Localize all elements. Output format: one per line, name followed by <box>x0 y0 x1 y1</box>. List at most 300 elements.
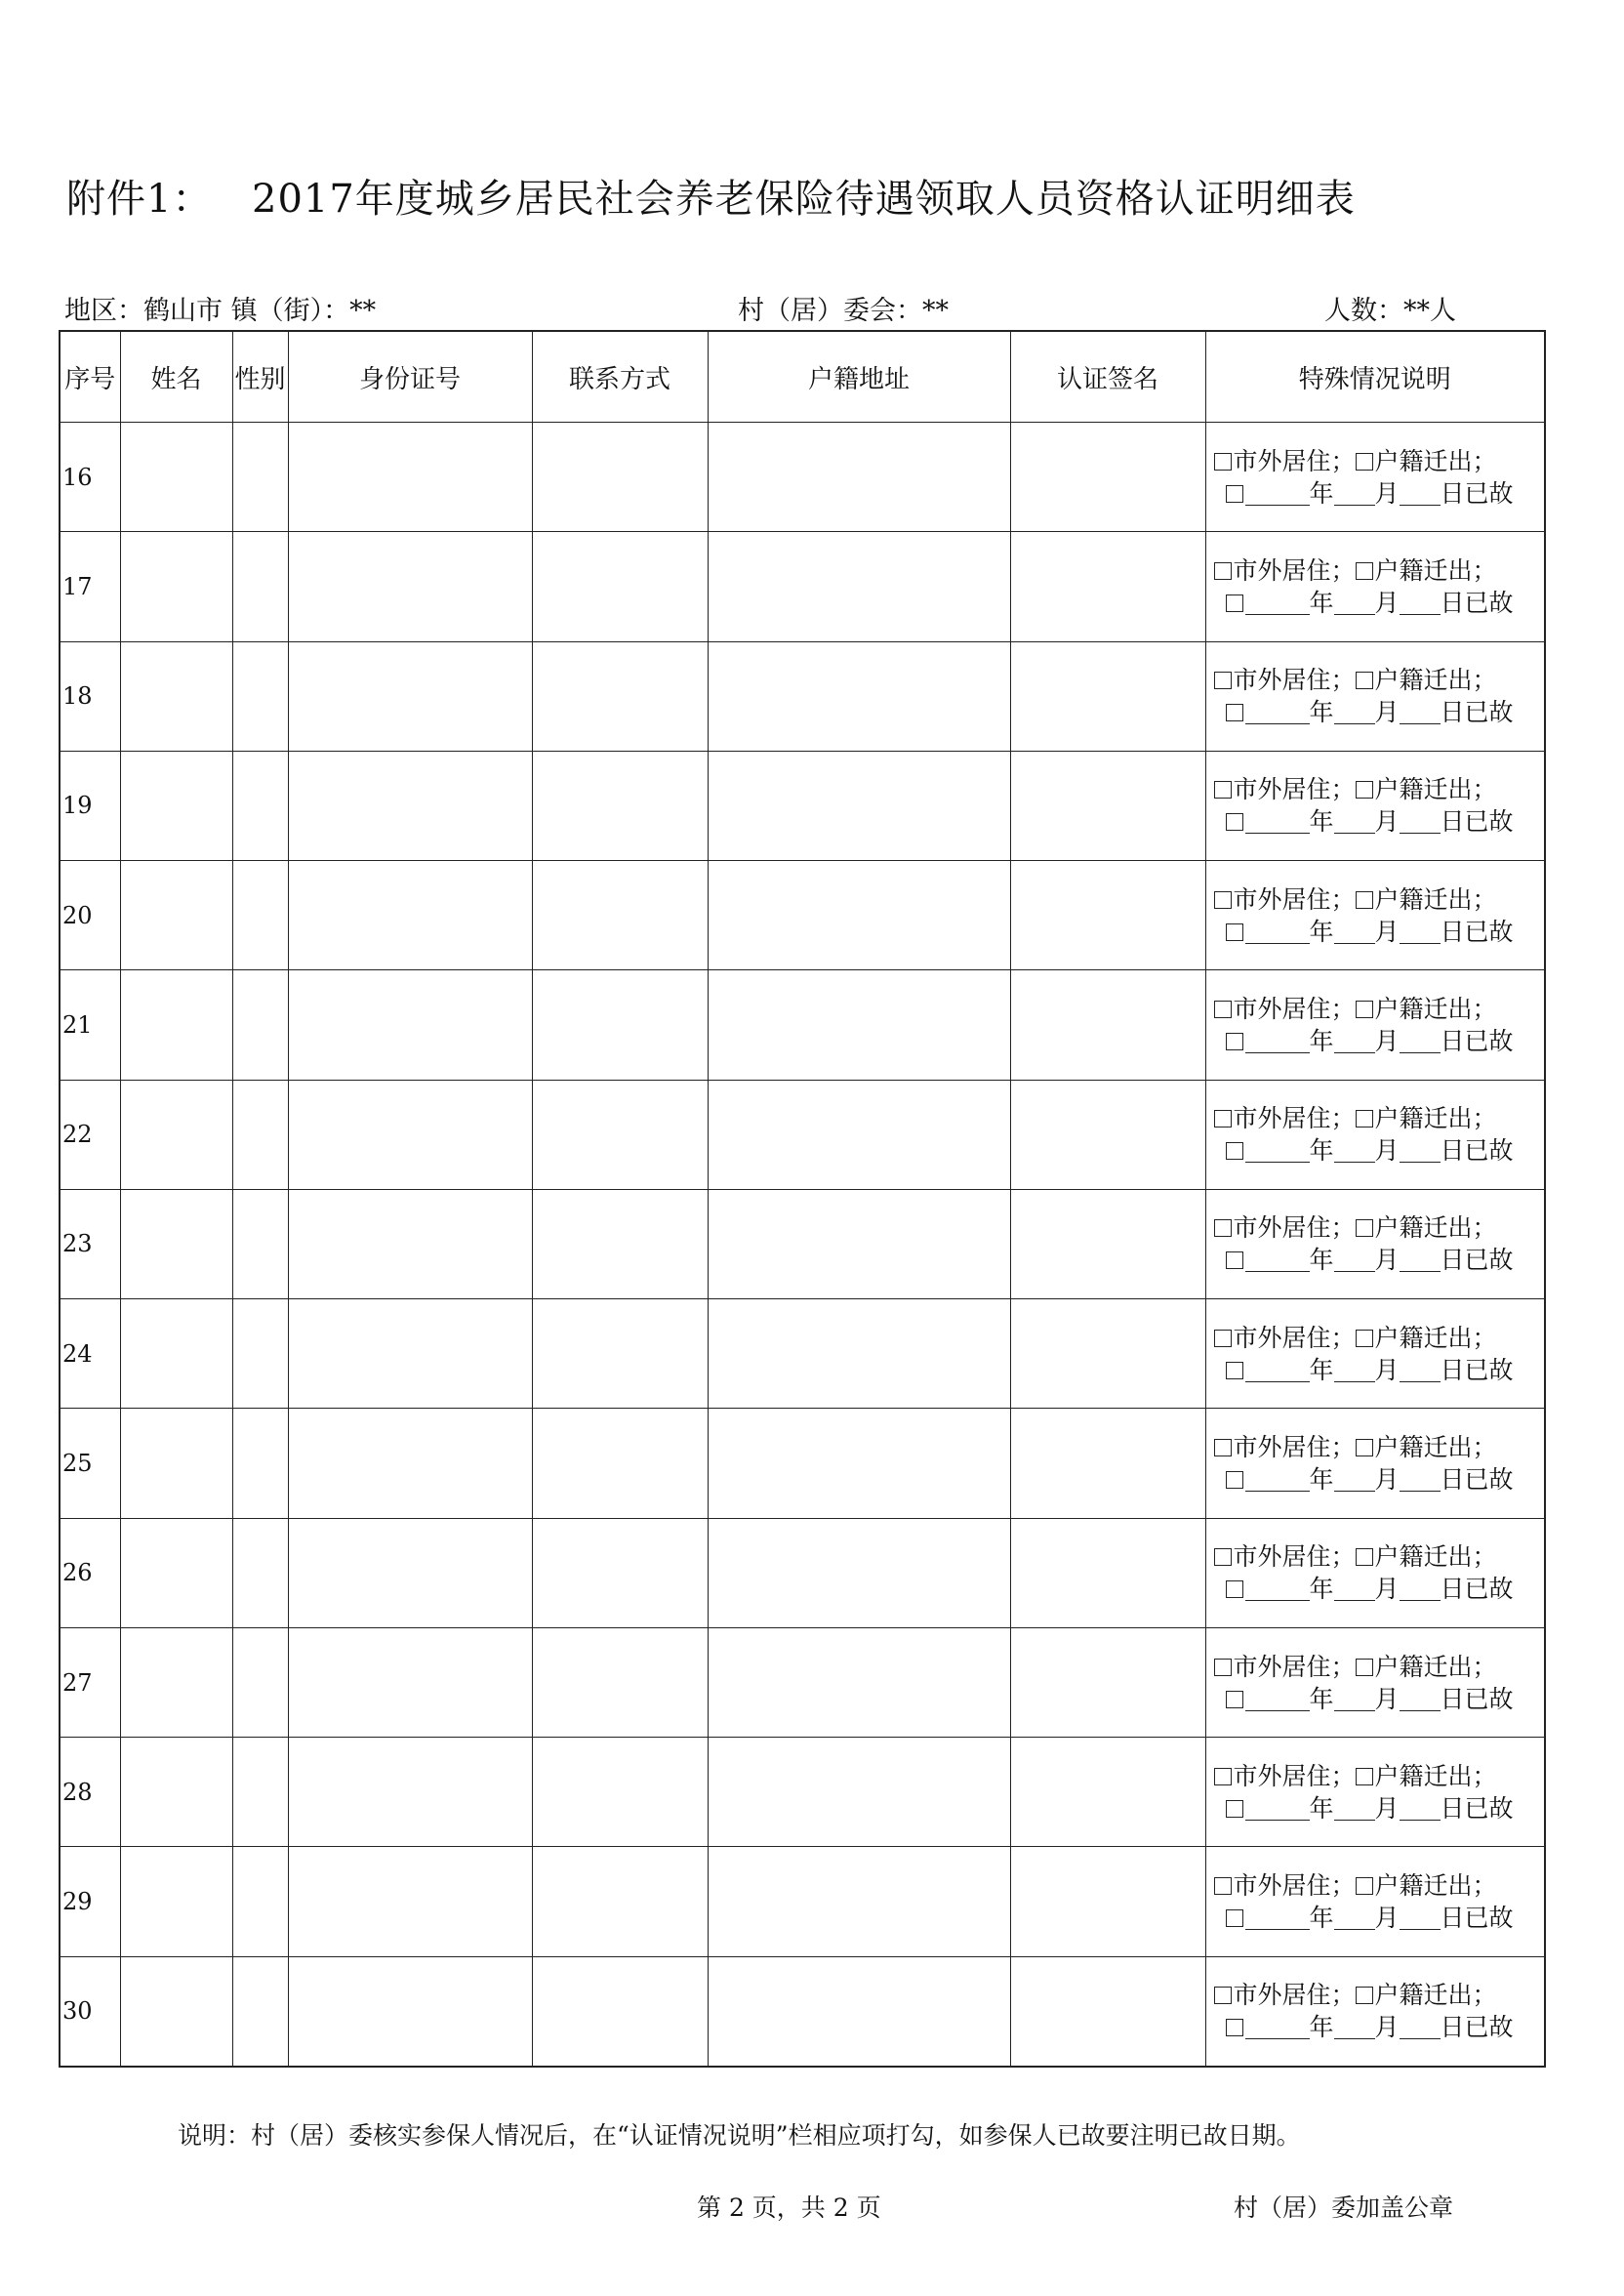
id-number-cell[interactable] <box>288 970 532 1080</box>
special-line-2 <box>1214 696 1545 728</box>
row-seq: 17 <box>60 532 120 641</box>
page-number: 第 2 页，共 2 页 <box>697 2194 881 2222</box>
checkbox-moved-out[interactable] <box>1356 1659 1373 1676</box>
special-line-2 <box>1214 1792 1545 1824</box>
checkbox-deceased[interactable] <box>1226 485 1243 503</box>
signature-cell[interactable] <box>1010 532 1205 641</box>
row-seq: 22 <box>60 1080 120 1189</box>
checkbox-deceased[interactable] <box>1226 1142 1243 1160</box>
name-cell[interactable] <box>120 1627 232 1737</box>
checkbox-moved-out[interactable] <box>1356 1877 1373 1895</box>
checkbox-moved-out[interactable] <box>1356 1439 1373 1456</box>
special-line-1 <box>1214 1869 1545 1902</box>
address-cell[interactable] <box>708 1956 1010 2067</box>
checkbox-outside-city[interactable] <box>1214 1330 1232 1347</box>
checkbox-moved-out[interactable] <box>1356 1330 1373 1347</box>
address-cell[interactable] <box>708 1847 1010 1956</box>
month-label: 月 <box>1374 1465 1400 1495</box>
day-blank[interactable] <box>1400 1907 1441 1930</box>
address-cell[interactable] <box>708 1299 1010 1409</box>
checkbox-outside-city[interactable] <box>1214 1877 1232 1895</box>
moved-out-label: 户籍迁出； <box>1374 1542 1497 1572</box>
year-blank[interactable] <box>1245 1250 1310 1272</box>
id-number-cell[interactable] <box>288 1956 532 2067</box>
name-cell[interactable] <box>120 1189 232 1298</box>
name-cell[interactable] <box>120 1518 232 1627</box>
table-row <box>60 1409 1545 1518</box>
name-cell[interactable] <box>120 861 232 970</box>
year-label: 年 <box>1309 807 1334 837</box>
checkbox-outside-city[interactable] <box>1214 1659 1232 1676</box>
day-blank[interactable] <box>1400 922 1441 944</box>
signature-cell[interactable] <box>1010 1518 1205 1627</box>
checkbox-moved-out[interactable] <box>1356 1110 1373 1128</box>
special-line-2 <box>1214 587 1545 619</box>
outside-city-label: 市外居住； <box>1233 1433 1356 1462</box>
month-label: 月 <box>1374 807 1400 837</box>
address-cell[interactable] <box>708 970 1010 1080</box>
contact-cell[interactable] <box>532 1189 708 1298</box>
name-cell[interactable] <box>120 1956 232 2067</box>
row-seq: 21 <box>60 970 120 1080</box>
row-seq: 18 <box>60 641 120 751</box>
checkbox-deceased[interactable] <box>1226 1033 1243 1050</box>
checkbox-moved-out[interactable] <box>1356 1548 1373 1566</box>
day-blank[interactable] <box>1400 1798 1441 1821</box>
moved-out-label: 户籍迁出； <box>1374 1981 1497 2010</box>
deceased-label: 日已故 <box>1440 1904 1514 1933</box>
header-contact: 联系方式 <box>532 331 708 423</box>
deceased-label: 日已故 <box>1440 698 1514 727</box>
contact-cell[interactable] <box>532 1847 708 1956</box>
address-cell[interactable] <box>708 751 1010 860</box>
year-label: 年 <box>1309 698 1334 727</box>
special-line-1 <box>1214 993 1545 1025</box>
id-number-cell[interactable] <box>288 1080 532 1189</box>
header-signature: 认证签名 <box>1010 331 1205 423</box>
id-number-cell[interactable] <box>288 423 532 532</box>
checkbox-deceased[interactable] <box>1226 2019 1243 2036</box>
signature-cell[interactable] <box>1010 1627 1205 1737</box>
contact-cell[interactable] <box>532 1518 708 1627</box>
year-blank[interactable] <box>1245 1469 1310 1492</box>
gender-cell[interactable] <box>232 1738 288 1847</box>
table-row <box>60 423 1545 532</box>
checkbox-deceased[interactable] <box>1226 1471 1243 1489</box>
year-label: 年 <box>1309 1136 1334 1166</box>
gender-cell[interactable] <box>232 532 288 641</box>
gender-cell[interactable] <box>232 970 288 1080</box>
gender-cell[interactable] <box>232 1080 288 1189</box>
row-seq: 26 <box>60 1518 120 1627</box>
table-row <box>60 1518 1545 1627</box>
outside-city-label: 市外居住； <box>1233 775 1356 804</box>
checkbox-outside-city[interactable] <box>1214 891 1232 909</box>
contact-cell[interactable] <box>532 532 708 641</box>
area-field: 地区：鹤山市 镇（街）：** <box>64 296 377 326</box>
checkbox-deceased[interactable] <box>1226 594 1243 612</box>
address-cell[interactable] <box>708 1409 1010 1518</box>
special-line-1 <box>1214 883 1545 916</box>
month-blank[interactable] <box>1334 1360 1375 1382</box>
day-blank[interactable] <box>1400 1578 1441 1601</box>
signature-cell[interactable] <box>1010 1189 1205 1298</box>
special-cell <box>1205 641 1545 751</box>
gender-cell[interactable] <box>232 1409 288 1518</box>
header-special: 特殊情况说明 <box>1205 331 1545 423</box>
day-blank[interactable] <box>1400 811 1441 834</box>
checkbox-outside-city[interactable] <box>1214 672 1232 689</box>
special-line-1 <box>1214 554 1545 587</box>
deceased-label: 日已故 <box>1440 1793 1514 1823</box>
name-cell[interactable] <box>120 1299 232 1409</box>
id-number-cell[interactable] <box>288 532 532 641</box>
day-blank[interactable] <box>1400 1031 1441 1053</box>
outside-city-label: 市外居住； <box>1233 1981 1356 2010</box>
checkbox-deceased[interactable] <box>1226 1691 1243 1708</box>
id-number-cell[interactable] <box>288 861 532 970</box>
id-number-cell[interactable] <box>288 1409 532 1518</box>
outside-city-label: 市外居住； <box>1233 994 1356 1023</box>
month-blank[interactable] <box>1334 1578 1375 1601</box>
month-blank[interactable] <box>1334 922 1375 944</box>
id-number-cell[interactable] <box>288 751 532 860</box>
checkbox-moved-out[interactable] <box>1356 781 1373 799</box>
month-blank[interactable] <box>1334 1798 1375 1821</box>
month-label: 月 <box>1374 698 1400 727</box>
checkbox-deceased[interactable] <box>1226 704 1243 721</box>
checkbox-deceased[interactable] <box>1226 1580 1243 1598</box>
month-blank[interactable] <box>1334 2017 1375 2039</box>
name-cell[interactable] <box>120 532 232 641</box>
signature-cell[interactable] <box>1010 423 1205 532</box>
deceased-label: 日已故 <box>1440 1575 1514 1604</box>
month-blank[interactable] <box>1334 1031 1375 1053</box>
year-label: 年 <box>1309 588 1334 617</box>
year-blank[interactable] <box>1245 1578 1310 1601</box>
day-blank[interactable] <box>1400 593 1441 615</box>
year-blank[interactable] <box>1245 2017 1310 2039</box>
deceased-label: 日已故 <box>1440 1684 1514 1713</box>
row-seq: 27 <box>60 1627 120 1737</box>
checkbox-deceased[interactable] <box>1226 1362 1243 1379</box>
checkbox-outside-city[interactable] <box>1214 1219 1232 1237</box>
signature-cell[interactable] <box>1010 1738 1205 1847</box>
year-blank[interactable] <box>1245 1140 1310 1163</box>
attachment-label: 附件1： <box>66 177 213 222</box>
deceased-label: 日已故 <box>1440 917 1514 946</box>
year-blank[interactable] <box>1245 1798 1310 1821</box>
outside-city-label: 市外居住； <box>1233 1104 1356 1133</box>
moved-out-label: 户籍迁出； <box>1374 1871 1497 1901</box>
table-header-row <box>60 331 1545 423</box>
people-count: 人数：**人 <box>1324 296 1456 326</box>
contact-cell[interactable] <box>532 1738 708 1847</box>
address-cell[interactable] <box>708 1189 1010 1298</box>
moved-out-label: 户籍迁出； <box>1374 1433 1497 1462</box>
special-cell <box>1205 532 1545 641</box>
day-blank[interactable] <box>1400 483 1441 506</box>
year-blank[interactable] <box>1245 1689 1310 1711</box>
header-meta <box>64 289 1544 328</box>
month-blank[interactable] <box>1334 1250 1375 1272</box>
special-line-2 <box>1214 1025 1545 1057</box>
signature-cell[interactable] <box>1010 861 1205 970</box>
day-blank[interactable] <box>1400 1469 1441 1492</box>
special-line-2 <box>1214 477 1545 510</box>
month-blank[interactable] <box>1334 1469 1375 1492</box>
name-cell[interactable] <box>120 1409 232 1518</box>
outside-city-label: 市外居住； <box>1233 1761 1356 1790</box>
name-cell[interactable] <box>120 970 232 1080</box>
address-cell[interactable] <box>708 641 1010 751</box>
year-label: 年 <box>1309 1793 1334 1823</box>
name-cell[interactable] <box>120 1738 232 1847</box>
special-line-2 <box>1214 1463 1545 1496</box>
checkbox-moved-out[interactable] <box>1356 1001 1373 1018</box>
address-cell[interactable] <box>708 423 1010 532</box>
contact-cell[interactable] <box>532 1299 708 1409</box>
month-blank[interactable] <box>1334 593 1375 615</box>
special-cell <box>1205 1080 1545 1189</box>
day-blank[interactable] <box>1400 702 1441 724</box>
row-seq: 16 <box>60 423 120 532</box>
checkbox-outside-city[interactable] <box>1214 1768 1232 1785</box>
month-label: 月 <box>1374 1246 1400 1275</box>
special-line-1 <box>1214 445 1545 477</box>
outside-city-label: 市外居住； <box>1233 446 1356 475</box>
deceased-label: 日已故 <box>1440 1465 1514 1495</box>
checkbox-deceased[interactable] <box>1226 1909 1243 1927</box>
row-seq: 23 <box>60 1189 120 1298</box>
day-blank[interactable] <box>1400 2017 1441 2039</box>
outside-city-label: 市外居住； <box>1233 1652 1356 1681</box>
contact-cell[interactable] <box>532 423 708 532</box>
gender-cell[interactable] <box>232 751 288 860</box>
id-number-cell[interactable] <box>288 1299 532 1409</box>
gender-cell[interactable] <box>232 423 288 532</box>
header-name: 姓名 <box>120 331 232 423</box>
special-cell <box>1205 423 1545 532</box>
gender-cell[interactable] <box>232 641 288 751</box>
checkbox-deceased[interactable] <box>1226 1251 1243 1269</box>
checkbox-outside-city[interactable] <box>1214 781 1232 799</box>
special-cell <box>1205 1189 1545 1298</box>
checkbox-moved-out[interactable] <box>1356 672 1373 689</box>
year-label: 年 <box>1309 1904 1334 1933</box>
checkbox-moved-out[interactable] <box>1356 453 1373 471</box>
day-blank[interactable] <box>1400 1689 1441 1711</box>
deceased-label: 日已故 <box>1440 588 1514 617</box>
contact-cell[interactable] <box>532 1956 708 2067</box>
name-cell[interactable] <box>120 1080 232 1189</box>
gender-cell[interactable] <box>232 1299 288 1409</box>
month-label: 月 <box>1374 1136 1400 1166</box>
contact-cell[interactable] <box>532 970 708 1080</box>
signature-cell[interactable] <box>1010 1409 1205 1518</box>
checkbox-outside-city[interactable] <box>1214 1439 1232 1456</box>
special-line-1 <box>1214 1540 1545 1573</box>
month-blank[interactable] <box>1334 1907 1375 1930</box>
gender-cell[interactable] <box>232 1627 288 1737</box>
year-label: 年 <box>1309 2013 1334 2042</box>
name-cell[interactable] <box>120 751 232 860</box>
id-number-cell[interactable] <box>288 1847 532 1956</box>
moved-out-label: 户籍迁出； <box>1374 446 1497 475</box>
row-seq: 19 <box>60 751 120 860</box>
day-blank[interactable] <box>1400 1360 1441 1382</box>
outside-city-label: 市外居住； <box>1233 884 1356 914</box>
name-cell[interactable] <box>120 1847 232 1956</box>
month-label: 月 <box>1374 2013 1400 2042</box>
special-cell <box>1205 861 1545 970</box>
month-label: 月 <box>1374 917 1400 946</box>
outside-city-label: 市外居住； <box>1233 666 1356 695</box>
table-row <box>60 641 1545 751</box>
moved-out-label: 户籍迁出； <box>1374 555 1497 585</box>
checkbox-moved-out[interactable] <box>1356 1987 1373 2004</box>
special-line-1 <box>1214 773 1545 805</box>
checkbox-deceased[interactable] <box>1226 923 1243 941</box>
checkbox-outside-city[interactable] <box>1214 1548 1232 1566</box>
year-blank[interactable] <box>1245 1031 1310 1053</box>
checkbox-moved-out[interactable] <box>1356 562 1373 580</box>
special-cell <box>1205 1738 1545 1847</box>
row-seq: 25 <box>60 1409 120 1518</box>
year-blank[interactable] <box>1245 702 1310 724</box>
outside-city-label: 市外居住； <box>1233 1213 1356 1243</box>
gender-cell[interactable] <box>232 1189 288 1298</box>
address-cell[interactable] <box>708 861 1010 970</box>
month-label: 月 <box>1374 588 1400 617</box>
moved-out-label: 户籍迁出； <box>1374 994 1497 1023</box>
special-line-2 <box>1214 916 1545 948</box>
month-label: 月 <box>1374 1904 1400 1933</box>
year-blank[interactable] <box>1245 1360 1310 1382</box>
month-label: 月 <box>1374 1575 1400 1604</box>
month-blank[interactable] <box>1334 1689 1375 1711</box>
outside-city-label: 市外居住； <box>1233 555 1356 585</box>
id-number-cell[interactable] <box>288 1627 532 1737</box>
signature-cell[interactable] <box>1010 1956 1205 2067</box>
moved-out-label: 户籍迁出； <box>1374 884 1497 914</box>
checkbox-outside-city[interactable] <box>1214 562 1232 580</box>
signature-cell[interactable] <box>1010 751 1205 860</box>
day-blank[interactable] <box>1400 1140 1441 1163</box>
address-cell[interactable] <box>708 1627 1010 1737</box>
contact-cell[interactable] <box>532 751 708 860</box>
checkbox-moved-out[interactable] <box>1356 891 1373 909</box>
month-blank[interactable] <box>1334 702 1375 724</box>
table-row <box>60 1189 1545 1298</box>
village-field: 村（居）委会：** <box>738 296 949 326</box>
outside-city-label: 市外居住； <box>1233 1871 1356 1901</box>
gender-cell[interactable] <box>232 1518 288 1627</box>
signature-cell[interactable] <box>1010 1847 1205 1956</box>
month-blank[interactable] <box>1334 1140 1375 1163</box>
name-cell[interactable] <box>120 641 232 751</box>
year-blank[interactable] <box>1245 811 1310 834</box>
year-label: 年 <box>1309 1026 1334 1055</box>
contact-cell[interactable] <box>532 861 708 970</box>
special-cell <box>1205 1956 1545 2067</box>
checkbox-moved-out[interactable] <box>1356 1219 1373 1237</box>
table-row <box>60 1080 1545 1189</box>
checkbox-deceased[interactable] <box>1226 1800 1243 1818</box>
table-row <box>60 1299 1545 1409</box>
month-label: 月 <box>1374 478 1400 508</box>
gender-cell[interactable] <box>232 861 288 970</box>
checkbox-moved-out[interactable] <box>1356 1768 1373 1785</box>
id-number-cell[interactable] <box>288 1189 532 1298</box>
address-cell[interactable] <box>708 1080 1010 1189</box>
signature-cell[interactable] <box>1010 1080 1205 1189</box>
month-blank[interactable] <box>1334 811 1375 834</box>
signature-cell[interactable] <box>1010 1299 1205 1409</box>
row-seq: 28 <box>60 1738 120 1847</box>
header-address: 户籍地址 <box>708 331 1010 423</box>
signature-cell[interactable] <box>1010 970 1205 1080</box>
address-cell[interactable] <box>708 1518 1010 1627</box>
name-cell[interactable] <box>120 423 232 532</box>
contact-cell[interactable] <box>532 1409 708 1518</box>
id-number-cell[interactable] <box>288 1738 532 1847</box>
checkbox-outside-city[interactable] <box>1214 1110 1232 1128</box>
contact-cell[interactable] <box>532 1080 708 1189</box>
special-line-2 <box>1214 1573 1545 1605</box>
id-number-cell[interactable] <box>288 641 532 751</box>
gender-cell[interactable] <box>232 1956 288 2067</box>
special-cell <box>1205 751 1545 860</box>
table-row <box>60 532 1545 641</box>
year-blank[interactable] <box>1245 483 1310 506</box>
address-cell[interactable] <box>708 1738 1010 1847</box>
checkbox-outside-city[interactable] <box>1214 1001 1232 1018</box>
special-cell <box>1205 1847 1545 1956</box>
year-blank[interactable] <box>1245 1907 1310 1930</box>
stamp-label: 村（居）委加盖公章 <box>1234 2194 1454 2222</box>
contact-cell[interactable] <box>532 1627 708 1737</box>
table-row <box>60 1956 1545 2067</box>
checkbox-outside-city[interactable] <box>1214 453 1232 471</box>
signature-cell[interactable] <box>1010 641 1205 751</box>
year-label: 年 <box>1309 917 1334 946</box>
special-line-2 <box>1214 1683 1545 1715</box>
contact-cell[interactable] <box>532 641 708 751</box>
table-row <box>60 1847 1545 1956</box>
gender-cell[interactable] <box>232 1847 288 1956</box>
day-blank[interactable] <box>1400 1250 1441 1272</box>
year-label: 年 <box>1309 1575 1334 1604</box>
document-title <box>66 168 1565 224</box>
special-line-2 <box>1214 1902 1545 1934</box>
id-number-cell[interactable] <box>288 1518 532 1627</box>
checkbox-deceased[interactable] <box>1226 813 1243 831</box>
year-blank[interactable] <box>1245 922 1310 944</box>
year-blank[interactable] <box>1245 593 1310 615</box>
table-row <box>60 970 1545 1080</box>
address-cell[interactable] <box>708 532 1010 641</box>
certification-table <box>59 330 1546 2068</box>
footer-note: 说明：村（居）委核实参保人情况后，在“认证情况说明”栏相应项打勾，如参保人已故要注明已故日期。 <box>178 2121 1301 2150</box>
row-seq: 20 <box>60 861 120 970</box>
month-blank[interactable] <box>1334 483 1375 506</box>
deceased-label: 日已故 <box>1440 2013 1514 2042</box>
year-label: 年 <box>1309 478 1334 508</box>
header-gender: 性别 <box>232 331 288 423</box>
moved-out-label: 户籍迁出； <box>1374 1652 1497 1681</box>
checkbox-outside-city[interactable] <box>1214 1987 1232 2004</box>
